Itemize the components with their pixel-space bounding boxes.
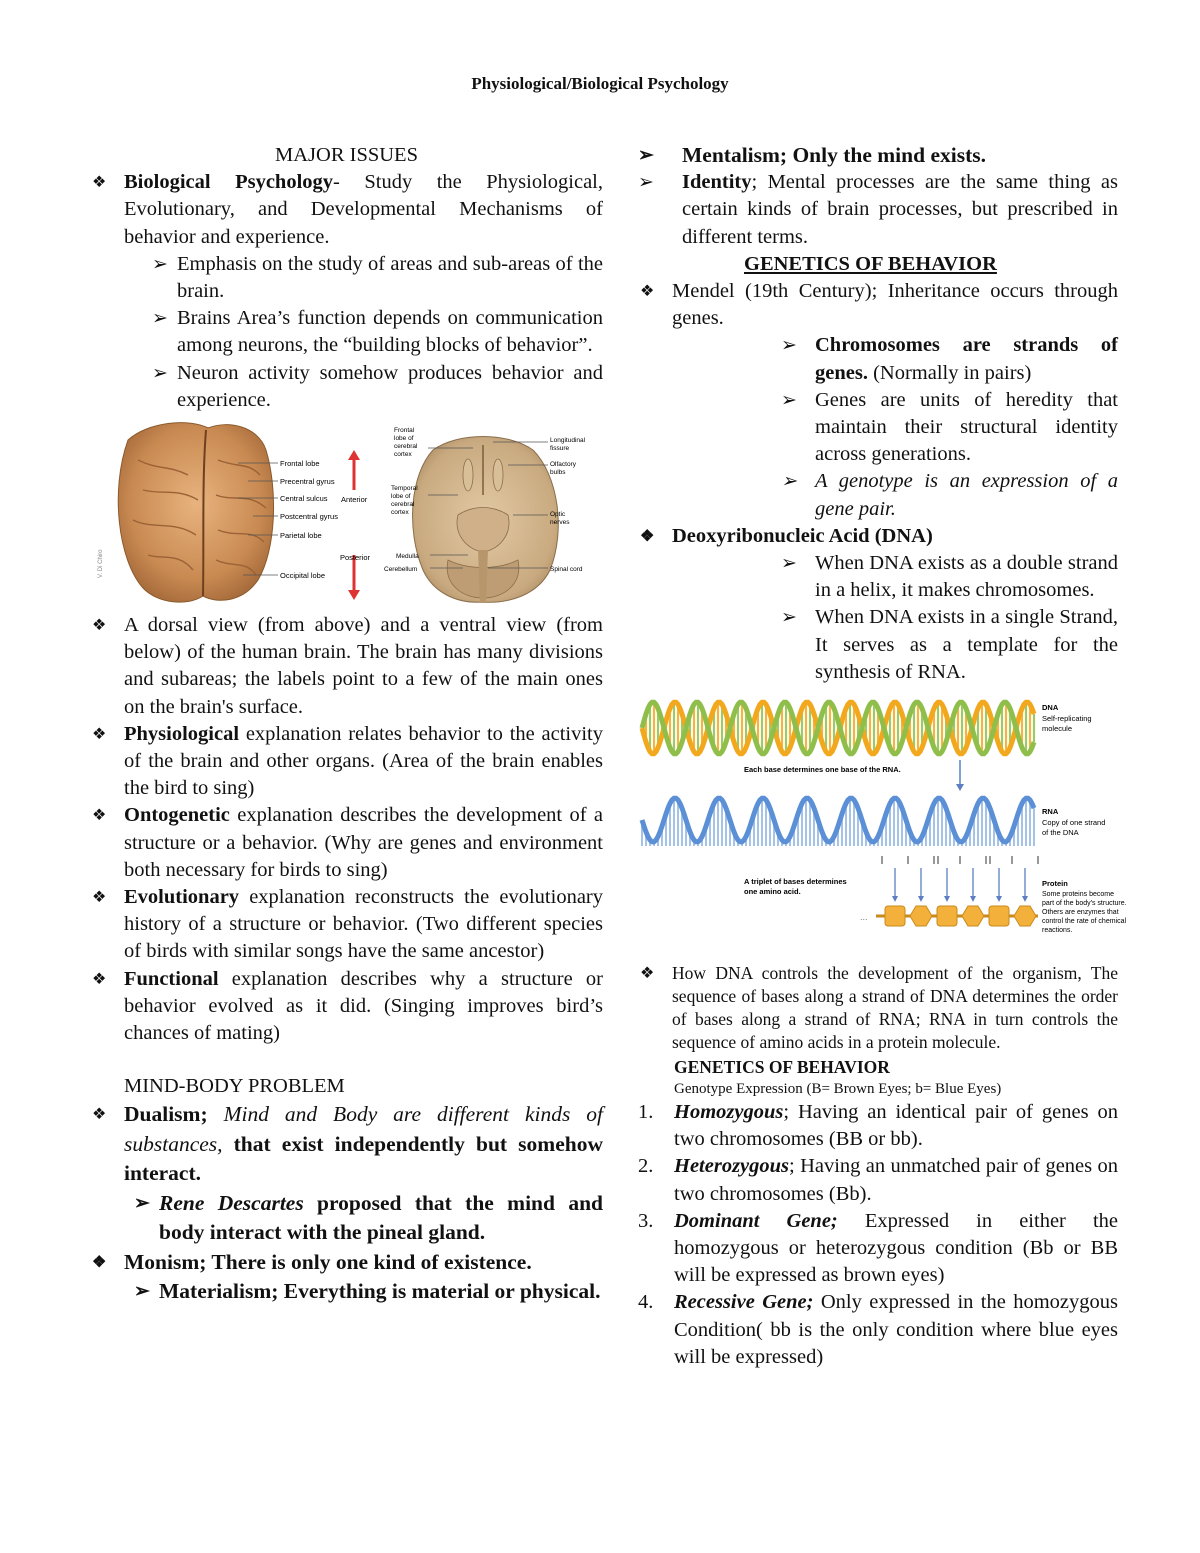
term: Rene Descartes (159, 1190, 304, 1215)
dualism-item (90, 1100, 603, 1189)
list-item (638, 1289, 1118, 1371)
label-longitudinal-fissure: Longitudinal fissure (550, 437, 586, 453)
brain-figure (88, 420, 603, 608)
svg-text:V. Di Chiro: V. Di Chiro (98, 549, 104, 579)
sub-bullet: ➢ Emphasis on the study of areas and sub-areas of the brain. (152, 251, 603, 305)
arrow-head (892, 896, 898, 902)
definition: ; Having an unmatched pair of genes on two chromosomes (Bb). (674, 1155, 1118, 1205)
label-precentral-gyrus: Precentral gyrus (280, 477, 335, 487)
term: Physiological (124, 722, 240, 745)
arrow-head (996, 896, 1002, 902)
amino-acid (910, 906, 932, 926)
definition: explanation describes the development of a structure or a behavior. (Why are genes and environment both necessary for birds to sing) (124, 804, 603, 881)
dna-diagram (638, 694, 1158, 956)
ventral-brain-image (413, 437, 559, 604)
genetics-heading-2: GENETICS OF BEHAVIOR (674, 1057, 890, 1078)
term: Evolutionary (124, 886, 240, 909)
each-base-caption: Each base determines one base of the RNA. (744, 765, 901, 775)
label-temporal-lobe: Temporal lobe of cerebral cortex (391, 485, 418, 517)
dualism-rest: that exist independently but somehow interact. (124, 1131, 603, 1186)
definition: ; Having an identical pair of genes on two chromosomes (BB or bb). (674, 1101, 1118, 1151)
term: Recessive Gene; (674, 1291, 814, 1314)
sub-bullet: ➢ Neuron activity somehow produces behavior and experience. (152, 360, 603, 414)
label-parietal-lobe: Parietal lobe (280, 531, 322, 541)
list-number: 2. (638, 1155, 654, 1178)
amino-acid (962, 906, 984, 926)
mentalism-item: ➢ Mentalism; Only the mind exists. (638, 142, 1118, 169)
dna-label: DNA (1042, 703, 1059, 713)
definition: (Normally in pairs) (867, 361, 1032, 384)
brain-diagram (88, 420, 623, 608)
label-optic-nerves: Optic nerves (550, 511, 570, 527)
descartes-item (134, 1189, 603, 1248)
term: Homozygous (674, 1101, 784, 1124)
definition: explanation relates behavior to the activity of the brain and other organs. (Area of the brain enables the bird to sing) (124, 722, 603, 800)
list-number: 1. (638, 1101, 654, 1124)
term: Dominant Gene; (674, 1209, 838, 1232)
separator: ; (200, 1102, 224, 1127)
rna-description: Copy of one strand of the DNA (1042, 818, 1106, 838)
evolutionary-item (90, 884, 603, 966)
dna-heading-item: ❖ Deoxyribonucleic Acid (DNA) (638, 523, 1118, 550)
list-number: 3. (638, 1209, 654, 1232)
orientation-arrows (348, 450, 360, 600)
label-central-sulcus: Central sulcus (280, 494, 328, 504)
genotype-definitions-list (638, 1099, 1118, 1371)
list-item (638, 1153, 1118, 1207)
term: Identity (682, 171, 752, 194)
list-item (638, 1099, 1118, 1153)
definition: ; Mental processes are the same thing as certain kinds of brain processes, but prescribed in different terms. (682, 171, 1118, 248)
genetics-heading: GENETICS OF BEHAVIOR (744, 252, 997, 275)
label-occipital-lobe: Occipital lobe (280, 571, 326, 581)
term: Biological Psychology (124, 171, 334, 194)
genotype-item: ➢ A genotype is an expression of a gene pair. (781, 468, 1118, 522)
mind-body-heading: MIND-BODY PROBLEM (124, 1075, 345, 1098)
anterior-label: Anterior (341, 495, 368, 505)
right-column (638, 142, 1127, 1371)
genotype-expression: Genotype Expression (B= Brown Eyes; b= Blue Eyes) (674, 1081, 1002, 1098)
term: Ontogenetic (124, 804, 230, 827)
label-postcentral-gyrus: Postcentral gyrus (280, 512, 338, 522)
arrow-head (918, 896, 924, 902)
amino-acid (937, 906, 957, 926)
dna-description: Self-replicating molecule (1042, 714, 1092, 734)
arrow-head (970, 896, 976, 902)
amino-acid (1014, 906, 1036, 926)
dna-figure (638, 694, 1127, 956)
dualism-italic: Mind and Body are different kinds of substances, (124, 1102, 603, 1156)
triplet-caption: A triplet of bases determines one amino acid. (744, 877, 847, 897)
page-title: Physiological/Biological Psychology (471, 74, 729, 93)
label-frontal-lobe: Frontal lobe (280, 459, 320, 469)
left-column (90, 142, 603, 1307)
biological-psychology-item (90, 169, 603, 251)
dna-sub-item: ➢ When DNA exists as a double strand in a helix, it makes chromosomes. (781, 550, 1118, 604)
arrow-head (1022, 896, 1028, 902)
arrow-head (944, 896, 950, 902)
functional-item (90, 966, 603, 1048)
term: Functional (124, 967, 219, 990)
term: Dualism (124, 1102, 201, 1127)
physiological-item (90, 721, 603, 803)
definition: explanation describes why a structure or behavior evolved as it did. (Singing improves bird’s chances of mating) (124, 967, 603, 1045)
list-item (638, 1208, 1118, 1290)
definition: Only expressed in the homozygous Condition( bb is the only condition where blue eyes will be expressed) (674, 1291, 1118, 1368)
definition: - Study the Physiological, Evolutionary, and Developmental Mechanisms of behavior and experience. (124, 171, 604, 248)
codon-ticks (882, 856, 1038, 864)
monism-item: ❖ Monism; There is only one kind of existence. (90, 1248, 603, 1278)
chromosomes-item (781, 332, 1118, 386)
amino-acid (989, 906, 1009, 926)
amino-acid (885, 906, 905, 926)
protein-chain (876, 906, 1038, 926)
label-frontal-lobe-ventral: Frontal lobe of cerebral cortex (394, 427, 418, 459)
definition: explanation reconstructs the evolutionary history of a structure or behavior. (Two different species of birds with similar songs have the same ancestor) (124, 886, 603, 963)
label-spinal-cord: Spinal cord (550, 566, 583, 574)
brain-caption-item: ❖ A dorsal view (from above) and a ventral view (from below) of the human brain. The brain has many divisions and subareas; the labels point to a few of the main ones on the brain's surface. (90, 612, 603, 721)
genes-units-item: ➢ Genes are units of heredity that maintain their structural identity across generations. (781, 387, 1118, 469)
mendel-item: ❖ Mendel (19th Century); Inheritance occurs through genes. (638, 278, 1118, 332)
protein-arrows (892, 868, 1028, 902)
label-olfactory-bulbs: Olfactory bulbs (550, 461, 577, 477)
posterior-label: Posterior (340, 553, 371, 563)
list-number: 4. (638, 1291, 654, 1314)
ontogenetic-item (90, 802, 603, 884)
major-issues-heading: MAJOR ISSUES (275, 144, 418, 166)
identity-item (638, 169, 1118, 251)
definition: Expressed in either the homozygous or heterozygous condition (Bb or BB will be expressed as brown eyes) (674, 1209, 1118, 1287)
how-dna-item: ❖ How DNA controls the development of the organism, The sequence of bases along a strand of DNA determines the order of bases along a strand of RNA; RNA in turn controls the sequence of amino acids in a protein molecule. (638, 962, 1118, 1054)
term: Heterozygous (674, 1155, 790, 1178)
rna-label: RNA (1042, 807, 1059, 817)
rna-strand (642, 798, 1034, 846)
materialism-item: ➢ Materialism; Everything is material or physical. (134, 1277, 603, 1307)
protein-label: Protein (1042, 879, 1068, 889)
label-cerebellum: Cerebellum (384, 566, 418, 574)
sub-bullet: ➢ Brains Area’s function depends on communication among neurons, the “building blocks of behavior”. (152, 305, 603, 359)
dna-sub-item: ➢ When DNA exists in a single Strand, It serves as a template for the synthesis of RNA. (781, 604, 1118, 686)
definition: proposed that the mind and body interact with the pineal gland. (159, 1190, 603, 1245)
label-medulla: Medulla (396, 553, 419, 561)
protein-description: Some proteins become part of the body's structure. Others are enzymes that control the rate of chemical reactions. (1042, 891, 1127, 935)
term: Chromosomes are strands of genes. (815, 334, 1118, 384)
ellipsis: ... (860, 912, 868, 923)
dna-helix (642, 702, 1034, 753)
